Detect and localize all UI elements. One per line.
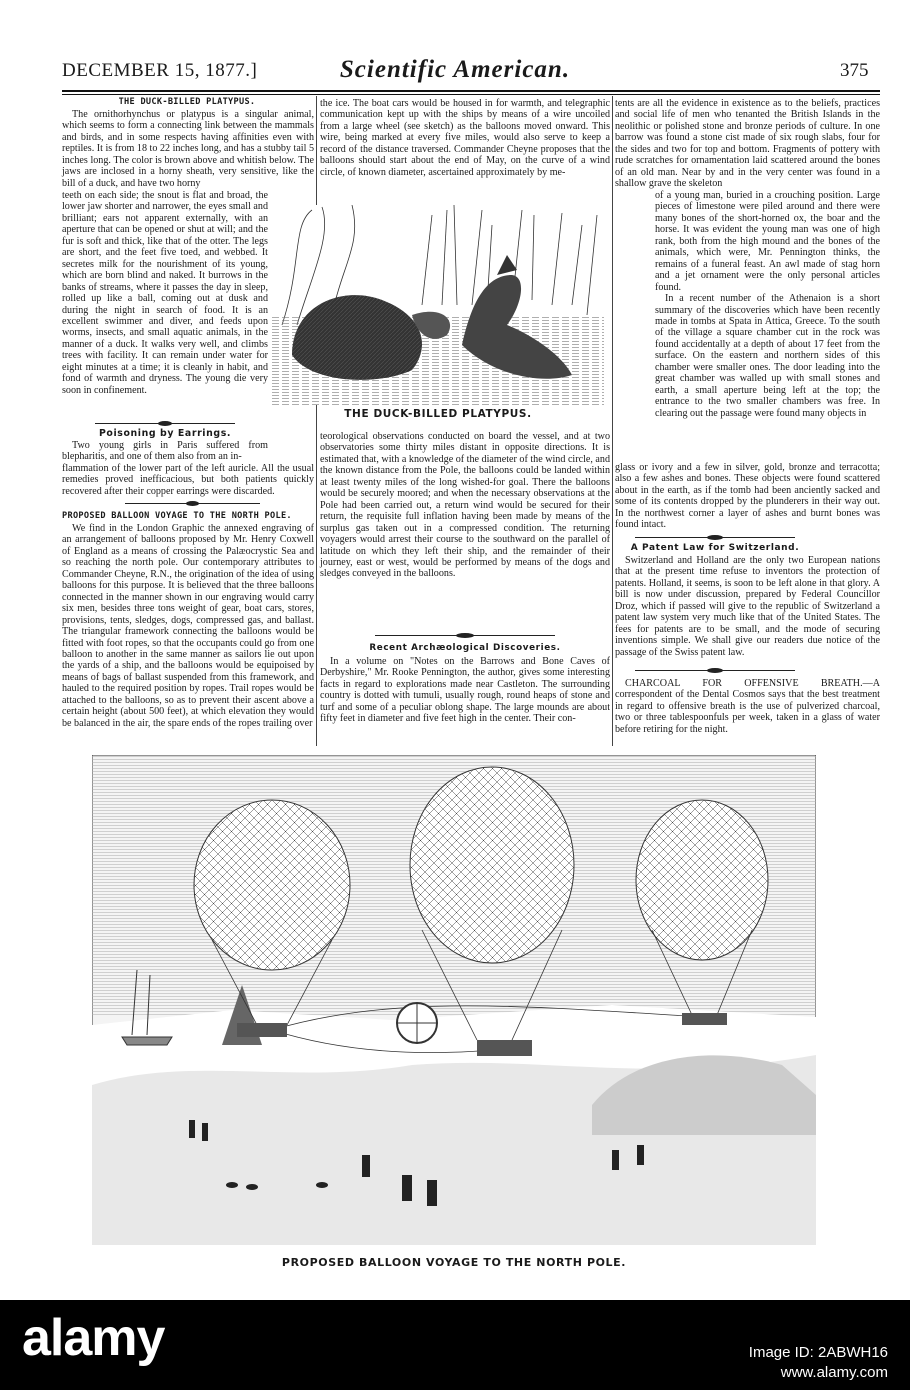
platypus-text-narrow: teeth on each side; the snout is flat and broad, the lower jaw shorter and narrower, the eyes small and brilliant; ears not apparent externally, with an aperture that can be opened or shut at will; and the fur is soft and thick, like that of the otter. The legs are short, and the feet five toed, and webbed. It secretes milk for the nourishment of its young, which are born blind and naked. It burrows in the banks of streams, where it passes the day in sleep, rolled up like a ball, coming out at dusk and during the night in search of food. It is an excellent swimmer and diver, and feeds upon worms, insects, and small aquatic animals, in the manner of a duck. It walks very well, and climbs trees with facility. It can remain under water for eight minutes at a time; it is cleanly in habit, and fond of warmth and dryness. The young die very soon in confinement. [62,190,268,396]
heading-archaeology: Recent Archæological Discoveries. [369,643,561,653]
heading-patent: A Patent Law for Switzerland. [630,543,800,553]
balloon-text-col1: We find in the London Graphic the annexed engraving of an arrangement of balloons proposed by Mr. Henry Coxwell of England as a means of crossing the Palæocrystic Sea and so reaching the north pole. Our contemporary attributes to Commander Cheyne, R.N., the origination of the idea of using balloons for this purpose. It is believed that the three balloons connected in the manner shown in our engraving would carry six men, besides three tons weight of gear, boat cars, stores, provisions, tents, sledges, dogs, compressed gas, and ballast. The triangular framework connecting the balloons would be fitted with foot ropes, so that the occupants could go from one balloon to another in the same manner as sailors lie out upon the yards of a ship, and the balloons would be equipoised by means of bags of ballast suspended from this framework, and hauled to the required position by ropes. Trail ropes would be attached to the balloons, so as to prevent their ascent above a certain height (about 500 feet), at which elevation they would be balanced in the air, the spare ends of the ropes trailing over [62,523,315,729]
heading-platypus: THE DUCK-BILLED PLATYPUS. [118,97,256,107]
charcoal-text: CHARCOAL FOR OFFENSIVE BREATH.—A correspondent of the Dental Cosmos says that the best treatment in regard to offensive breath is the use of pulverized charcoal, two or three tablespoonfuls per week, taken in a glass of water before retiring for the night. [615,678,880,735]
platypus-engraving [272,205,604,405]
earrings-text-full: flammation of the lower part of the left auricle. All the usual remedies proved inefficacious, but both patients quickly recovered after their copper earrings were discarded. [62,463,314,497]
archaeology-text-col3-full-2: glass or ivory and a few in silver, gold, bronze and terracotta; also a few ashes and bones. These objects were found scattered about in the earth, as if the tomb had been anciently sacked and some of its contents dropped by the plunderers in their way out. In the northwest corner a layer of ashes and burnt bones was found intact. [615,462,880,531]
heading-balloon: PROPOSED BALLOON VOYAGE TO THE NORTH POLE. [62,511,292,521]
divider [635,668,795,674]
masthead-date: DECEMBER 15, 1877.] [62,60,258,81]
column-rule [316,96,317,746]
heading-earrings: Poisoning by Earrings. [98,428,232,439]
column-rule [612,96,613,746]
watermark-url: www.alamy.com [780,1364,888,1381]
balloon-caption: PROPOSED BALLOON VOYAGE TO THE NORTH POLE. [281,1256,627,1269]
balloon-engraving [92,755,816,1245]
masthead-title: Scientific American. [339,56,571,83]
watermark-image-id: Image ID: 2ABWH16 [748,1344,888,1361]
archaeology-text-col2: In a volume on "Notes on the Barrows and Bone Caves of Derbyshire," Mr. Rooke Pennington, the author, gives some interesting facts in regard to explorations made near Castleton. The surrounding country is dotted with tumuli, usually rough, round heaps of stone and turf and some of a peculiar oblong shape. The large mounds are about fifty feet in diameter and five feet high in the center. Their con- [320,656,610,725]
platypus-text-full: The ornithorhynchus or platypus is a singular animal, which seems to form a connecting link between the mammals and birds, and in some respects having affinities even with reptiles. It is from 18 to 22 inches long, and has a stubby tail 5 inches long. The color is brown above and whitish below. The jaws are inclosed in a horny sheath, very sensitive, like the bill of a duck, and have two horny [62,109,314,189]
masthead-rule [62,90,880,95]
charcoal-lead: CHARCOAL FOR OFFENSIVE BREATH. [625,678,863,689]
divider [125,501,260,507]
platypus-caption: THE DUCK-BILLED PLATYPUS. [344,408,532,420]
patent-text: Switzerland and Holland are the only two European nations that at the present time refuse to inventors the protection of patents. Holland, it seems, is soon to be left alone in that glory. A bill is now under discussion, prepared by Federal Councillor Droz, which if passed will give to the republic of Switzerland a patent law system very much like that of the United States. The fees for patents are to be small, and the mode of securing inventions simple. We shall give our readers due notice of the passage of the Swiss patent law. [615,555,880,658]
archaeology-text-col3-full: tents are all the evidence in existence as to the beliefs, practices and social life of men who tenanted the British Islands in the neolithic or polished stone and bronze periods of culture. In one barrow was found a stone cist made of six rough slabs, four for the sides and two for top and bottom. Fragments of pottery with rude scratches for ornamentation laid scattered around the bones of an old man. Near by and in the very center was found in a shallow grave the skeleton [615,98,880,190]
balloon-text-col2-bottom: teorological observations conducted on board the vessel, and at two observatories some thirty miles distant in opposite directions. It is estimated that, with a knowledge of the diameter of the wind circle, and the known distance from the Pole, the balloons could be landed within at least twenty miles of the long wished-for goal. There the balloons would be securely moored; and when the necessary observations at the Pole had been carried out, a return wind would be secured for their return, the requisite full inflation having been made by means of the surplus gas taken out in a compressed condition. The returning voyagers would arrest their course to the southward on the parallel of latitude on which they left their ship, and the remainder of their journey, east or west, would be performed by means of the dogs and sledges conveyed in the balloons. [320,431,610,580]
earrings-text-narrow: Two young girls in Paris suffered from blepharitis, and one of them also from an in- [62,440,268,463]
balloon-text-col2-top: the ice. The boat cars would be housed in for warmth, and telegraphic communication kept up with the ships by means of a wire uncoiled from a large wheel (see sketch) as the balloons moved onward. This wire, being marked at every five miles, would also serve to keep a record of the distance traversed. Commander Cheyne proposes that the balloons should start about the end of May, on the curve of a wind circle, of known diameter, ascertained approximately by me- [320,98,610,178]
divider [635,535,795,541]
archaeology-text-col3-narrow: of a young man, buried in a crouching position. Large pieces of limestone were piled around and there were many bones of the short-horned ox, the boar and the horse. It was evident the young man was one of high rank, both from the high mound and the bones of the animals, which were, Mr. Pennington thinks, the remains of a funeral feast. An awl made of stag horn and a jet ornament were the only personal articles found. In a recent number of the Athenaion is a short summary of the discoveries which have been recently made in tombs at Spata in Attica, Greece. To the south of the village a square chamber cut in the rock was found accidentally at a depth of about 17 feet from the surface. On the eastern and northern sides of this chamber were smaller ones. The door leading into the great chamber was walled up with small stones and earth, a small aperture being left at the top; the entrance to the two smaller chambers was free. In clearing out the passage were found many objects in [655,190,880,419]
page-number: 375 [840,60,869,81]
watermark-banner [0,1300,910,1390]
divider [95,421,235,427]
watermark-brand: alamy [22,1309,165,1367]
divider [375,633,555,639]
